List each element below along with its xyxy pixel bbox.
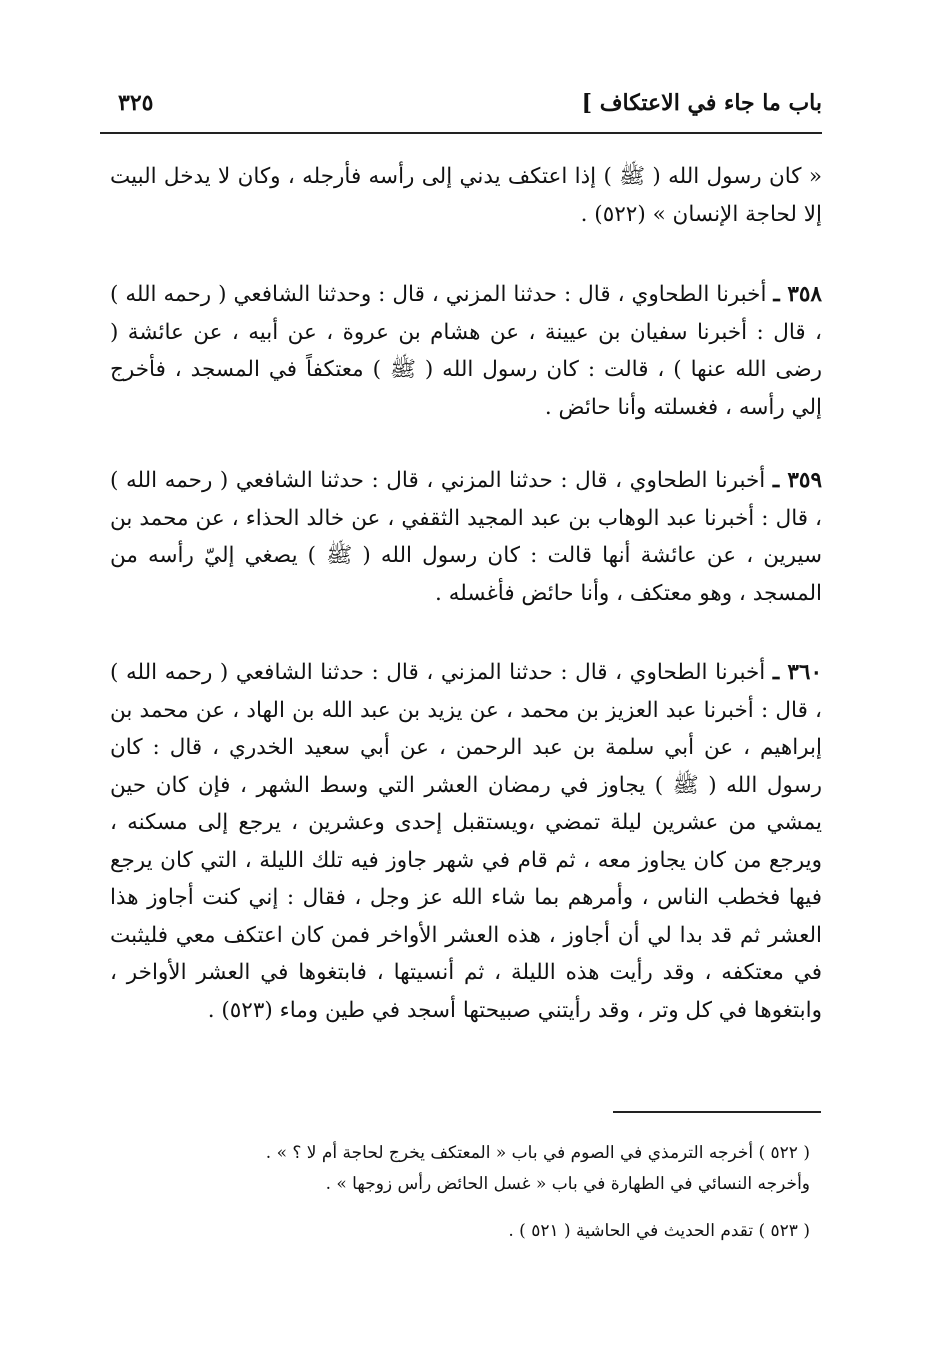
hadith-number: ٣٥٩ ـ — [772, 468, 822, 493]
hadith-number: ٣٦٠ ـ — [772, 660, 822, 685]
footnote-523: ( ٥٢٣ ) تقدم الحديث في الحاشية ( ٥٢١ ) . — [508, 1221, 810, 1241]
paragraph-hadith-359 — [110, 462, 822, 612]
paragraph-hadith-358 — [110, 276, 822, 426]
paragraph-text: أخبرنا الطحاوي ، قال : حدثنا المزني ، قال : وحدثنا الشافعي ( رحمه الله ) ، قال : أخبرنا سفيان بن عيينة ، عن هشام بن عروة ، عن أبيه ، عن عائشة ( رضى الله عنها ) ، قالت : كان رسول الله ( ﷺ ) معتكفاً في المسجد ، فأخرج إلي رأسه ، فغسلته وأنا حائض . — [110, 282, 822, 420]
hadith-number: ٣٥٨ ـ — [773, 282, 822, 307]
footnote-522: ( ٥٢٢ ) أخرجه الترمذي في الصوم في باب « المعتكف يخرج لحاجة أم لا ؟ » . — [265, 1143, 810, 1163]
paragraph-text: أخبرنا الطحاوي ، قال : حدثنا المزني ، قال : حدثنا الشافعي ( رحمه الله ) ، قال : أخبرنا عبد العزيز بن محمد ، عن يزيد بن عبد الله بن الهاد ، عن محمد بن إبراهيم ، عن أبي سلمة بن عبد الرحمن ، عن أبي سعيد الخدري ، قال : كان رسول الله ( ﷺ ) يجاوز في رمضان العشر التي وسط الشهر ، فإن كان حين يمشي من عشرين ليلة تمضي ،ويستقبل إحدى وعشرين ، يرجع إلى مسكنه ، ويرجع من كان يجاوز معه ، ثم قام في شهر جاوز فيه تلك الليلة ، التي كان يرجع فيها فخطب الناس ، وأمرهم بما شاء الله عز وجل ، فقال : إني كنت أجاوز هذا العشر ثم قد بدا لي أن أجاوز ، هذه العشر الأواخر فمن كان اعتكف معي فليثبت في معتكفه ، وقد رأيت هذه الليلة ، ثم أنسيتها ، فابتغوها في العشر الأواخر ، وابتغوها في كل وتر ، وقد رأيتني صبيحتها أسجد في طين وماء (٥٢٣) . — [110, 660, 822, 1023]
footnotes — [200, 1138, 810, 1247]
paragraph-hadith-360 — [110, 654, 822, 1029]
footnote-divider — [613, 1111, 821, 1113]
paragraph-text: « كان رسول الله ( ﷺ ) إذا اعتكف يدني إلى رأسه فأرجله ، وكان لا يدخل البيت إلا لحاجة الإنسان » (٥٢٢) . — [110, 164, 822, 227]
page-number: ٣٢٥ — [118, 90, 154, 116]
header-divider — [100, 132, 822, 134]
paragraph-text: أخبرنا الطحاوي ، قال : حدثنا المزني ، قال : حدثنا الشافعي ( رحمه الله ) ، قال : أخبرنا عبد الوهاب بن عبد المجيد الثقفي ، عن خالد الحذاء ، عن محمد بن سيرين ، عن عائشة أنها قالت : كان رسول الله ( ﷺ ) يصغي إليّ رأسه من المسجد ، وهو معتكف ، وأنا حائض فأغسله . — [110, 468, 822, 606]
footnote-522-continued: وأخرجه النسائي في الطهارة في باب « غسل الحائض رأس زوجها » . — [325, 1174, 810, 1194]
running-header — [100, 82, 822, 128]
paragraph-intro — [110, 158, 822, 233]
chapter-title: باب ما جاء في الاعتكاف ] — [581, 90, 822, 116]
